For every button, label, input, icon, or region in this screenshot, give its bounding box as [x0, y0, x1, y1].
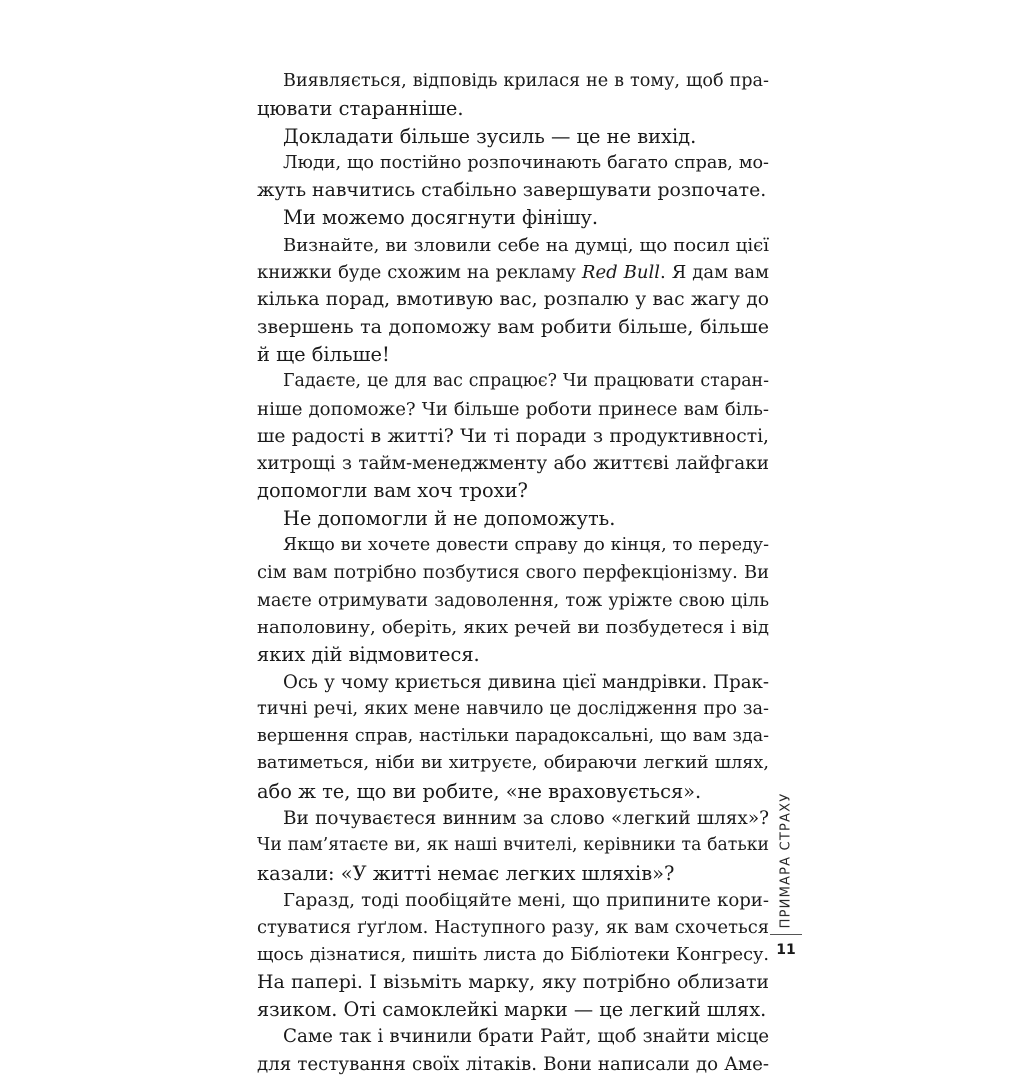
text-line: язиком. Оті самоклейкі марки — це легкий шлях.: [257, 998, 767, 1022]
text-line: казали: «У житті немає легких шляхів»?: [257, 861, 675, 885]
text-line: кілька порад, вмотивую вас, розпалю у вас жагу до: [257, 289, 769, 311]
text-line: Докладати більше зусиль — це не вихід.: [283, 124, 697, 148]
text-line: наполовину, оберіть, яких речей ви позбудетеся і від: [257, 616, 769, 638]
body-text: [257, 68, 769, 1078]
text-line: Ви почуваєтеся винним за слово «легкий шлях»?: [283, 808, 769, 830]
brand-name: Red Bull: [581, 262, 660, 284]
text-line: тичні речі, яких мене навчило це дослідження про за-: [257, 698, 769, 719]
text-line: вершення справ, настільки парадоксальні, що вам зда-: [257, 726, 769, 747]
text-line: допомогли вам хоч трохи?: [257, 479, 528, 503]
text-line: Не допомогли й не допоможуть.: [283, 506, 616, 530]
text-line: ніше допоможе? Чи більше роботи принесе вам біль-: [257, 398, 769, 420]
text-line: й ще більше!: [257, 342, 390, 366]
text-line: цювати старанніше.: [257, 97, 464, 121]
text-line: жуть навчитись стабільно завершувати розпочате.: [257, 180, 767, 202]
text-line: сім вам потрібно позбутися свого перфекціонізму. Ви: [257, 562, 769, 584]
text-line: Якщо ви хочете довести справу до кінця, то переду-: [283, 535, 769, 556]
running-head: [771, 790, 801, 930]
text-line: хитрощі з тайм-менеджменту або життєві лайфгаки: [257, 453, 769, 475]
text-line: для тестування своїх літаків. Вони написали до Аме-: [257, 1053, 769, 1075]
text-line-segment: . Я дам вам: [659, 262, 769, 284]
text-line: Ось у чому криється дивина цієї мандрівки. Прак-: [283, 671, 769, 693]
text-line: Гадаєте, це для вас спрацює? Чи працювати старан-: [283, 371, 769, 392]
text-line: Гаразд, тоді пообіцяйте мені, що припините кори-: [283, 889, 769, 911]
text-line: ватиметься, ніби ви хитруєте, обираючи легкий шлях,: [257, 753, 769, 774]
text-line: Саме так і вчинили брати Райт, щоб знайти місце: [283, 1026, 769, 1048]
text-line: звершень та допоможу вам робити більше, більше: [257, 315, 769, 338]
page-number-divider: [770, 934, 802, 935]
running-head-label: ПРИМАРА СТРАХУ: [778, 792, 794, 928]
text-line: На папері. І візьміть марку, яку потрібно облизати: [257, 970, 769, 993]
text-line: ше радості в житті? Чи ті поради з продуктивності,: [257, 425, 769, 447]
text-line: або ж те, що ви робите, «не враховується».: [257, 779, 702, 803]
text-line: стуватися ґуґлом. Наступного разу, як вам схочеться: [257, 917, 769, 939]
text-line: [257, 259, 769, 286]
text-line: Чи пам’ятаєте ви, як наші вчителі, керівники та батьки: [257, 835, 769, 856]
text-line: маєте отримувати задоволення, тож уріжте свою ціль: [257, 589, 769, 611]
text-line: Визнайте, ви зловили себе на думці, що посил цієї: [283, 234, 769, 256]
text-line: Ми можемо досягнути фінішу.: [283, 206, 599, 230]
page-number: 11: [776, 942, 796, 958]
text-line: яких дій відмовитеся.: [257, 643, 480, 667]
text-line-segment: книжки буде схожим на рекламу: [257, 262, 582, 284]
text-line: щось дізнатися, пишіть листа до Бібліотеки Конгресу.: [257, 944, 769, 965]
text-line: Виявляється, відповідь крилася не в тому, щоб пра-: [283, 71, 769, 91]
text-line: Люди, що постійно розпочинають багато справ, мо-: [283, 152, 769, 173]
